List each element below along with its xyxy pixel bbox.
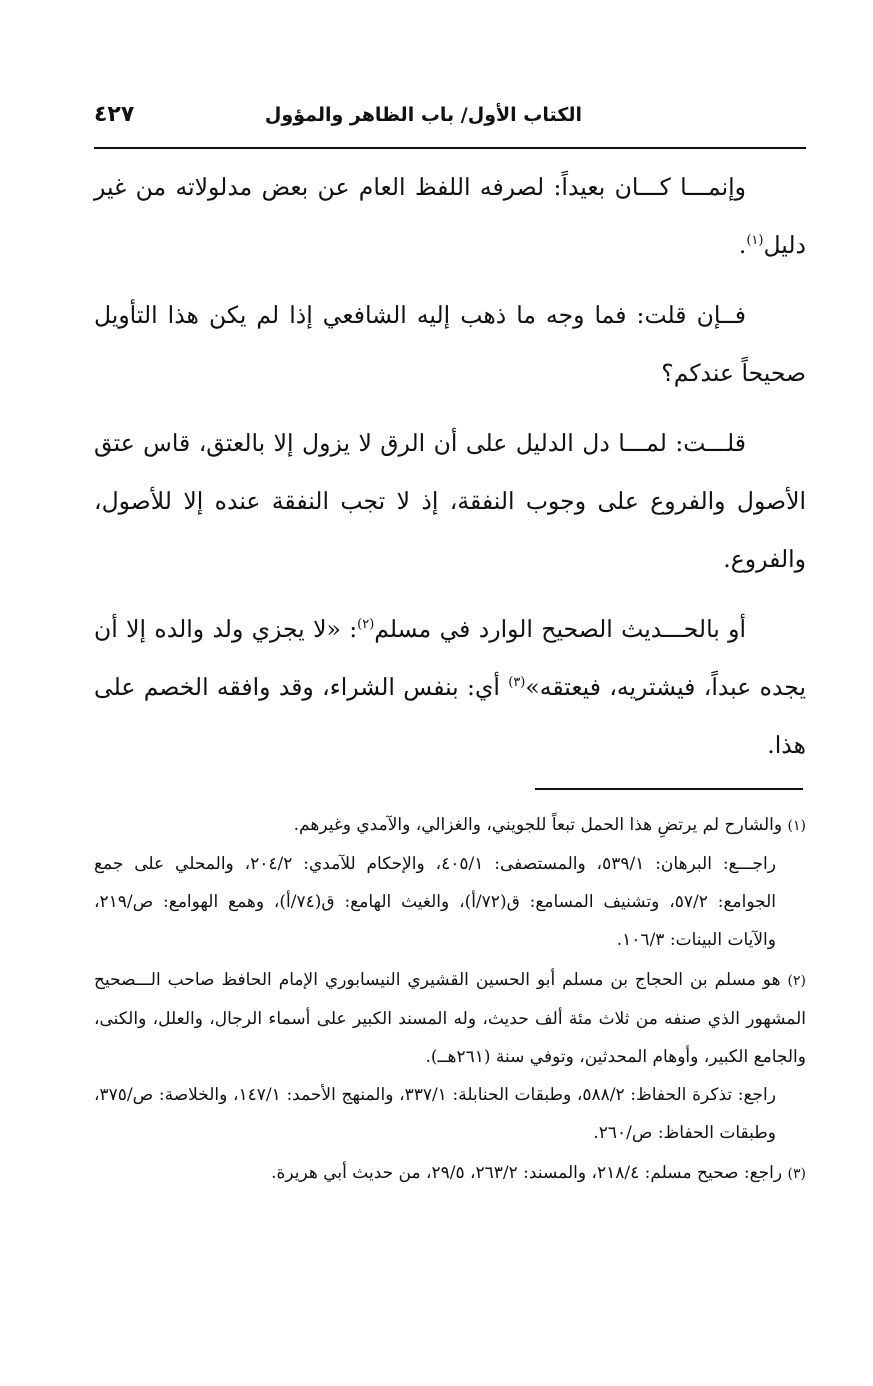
footnote-2-references: راجع: تذكرة الحفاظ: ٥٨٨/٢، وطبقات الحنابلة: ٣٣٧/١، والمنهج الأحمد: ١٤٧/١، والخلاصة: ص/٣٧٥، وطبقات الحفاظ: ص/٢٦٠. [94, 1085, 776, 1143]
paragraph-4-text-c: أي: بنفس الشراء، وقد وافقه الخصم على هذا. [94, 673, 806, 759]
footnote-separator [535, 788, 803, 790]
page-header [94, 100, 806, 146]
footnote-ref-2: (٢) [357, 617, 375, 633]
footnotes [94, 806, 806, 1195]
paragraph-1-end: . [738, 231, 747, 259]
footnote-3-number: (٣) [787, 1166, 806, 1182]
running-title: الكتاب الأول/ باب الظاهر والمؤول [264, 104, 582, 126]
footnote-1-text: والشارح لم يرتضِ هذا الحمل تبعاً للجويني، والغزالي، والآمدي وغيرهم. [293, 815, 783, 835]
main-text [94, 158, 806, 786]
paragraph-3-text: قلـــت: لمـــا دل الدليل على أن الرق لا يزول إلا بالعتق، قاس عتق الأصول والفروع على وجوب النفقة، إذ لا تجب النفقة عنده إلا للأصول، والفروع. [94, 429, 806, 573]
paragraph-4-text-a: أو بالحـــديث الصحيح الوارد في مسلم [374, 615, 746, 643]
paragraph-4-text-b: : «لا يجزي ولد والده إلا أن يجده عبداً، فيشتريه، فيعتقه» [94, 615, 806, 701]
footnote-2-number: (٢) [787, 973, 807, 989]
footnote-1-number: (١) [787, 818, 806, 834]
footnote-2-body [94, 961, 806, 1076]
paragraph-1-text: وإنمـــا كـــان بعيداً: لصرفه اللفظ العام عن بعض مدلولاته من غير دليل [94, 173, 806, 259]
footnote-ref-1: (١) [746, 233, 764, 249]
footnote-2-text: هو مسلم بن الحجاج بن مسلم أبو الحسين القشيري النيسابوري الإمام الحافظ صاحب الـــصحيح المشهور الذي صنفه من ثلاث مئة ألف حديث، وله المسند الكبير على أسماء الرجال، والعلل، والكنى، والجامع الكبير، وأوهام المحدثين، وتوفي سنة (٢٦١هــ). [94, 970, 806, 1067]
footnote-1-body [94, 806, 806, 845]
paragraph-2 [94, 286, 806, 402]
paragraph-3 [94, 414, 806, 588]
footnote-2 [94, 961, 806, 1152]
paragraph-2-text: فــإن قلت: فما وجه ما ذهب إليه الشافعي إذا لم يكن هذا التأويل صحيحاً عندكم؟ [94, 301, 806, 387]
page-number: ٤٢٧ [94, 102, 135, 127]
footnote-ref-3: (٣) [508, 675, 526, 691]
footnote-3-text: راجع: صحيح مسلم: ٢١٨/٤، والمسند: ٢٦٣/٢، ٢٩/٥، من حديث أبي هريرة. [271, 1163, 783, 1183]
paragraph-4 [94, 600, 806, 774]
header-rule [94, 147, 806, 149]
footnote-1 [94, 806, 806, 959]
footnote-3-body [94, 1154, 806, 1193]
paragraph-1 [94, 158, 806, 274]
footnote-3 [94, 1154, 806, 1193]
footnote-1-references: راجـــع: البرهان: ٥٣٩/١، والمستصفى: ٤٠٥/١، والإحكام للآمدي: ٢٠٤/٢، والمحلي على جمع الجوامع: ٥٧/٢، وتشنيف المسامع: ق(٧٢/أ)، والغيث الهامع: ق(٧٤/أ)، وهمع الهوامع: ص/٢١٩، والآيات البينات: ١٠٦/٣. [94, 854, 776, 950]
